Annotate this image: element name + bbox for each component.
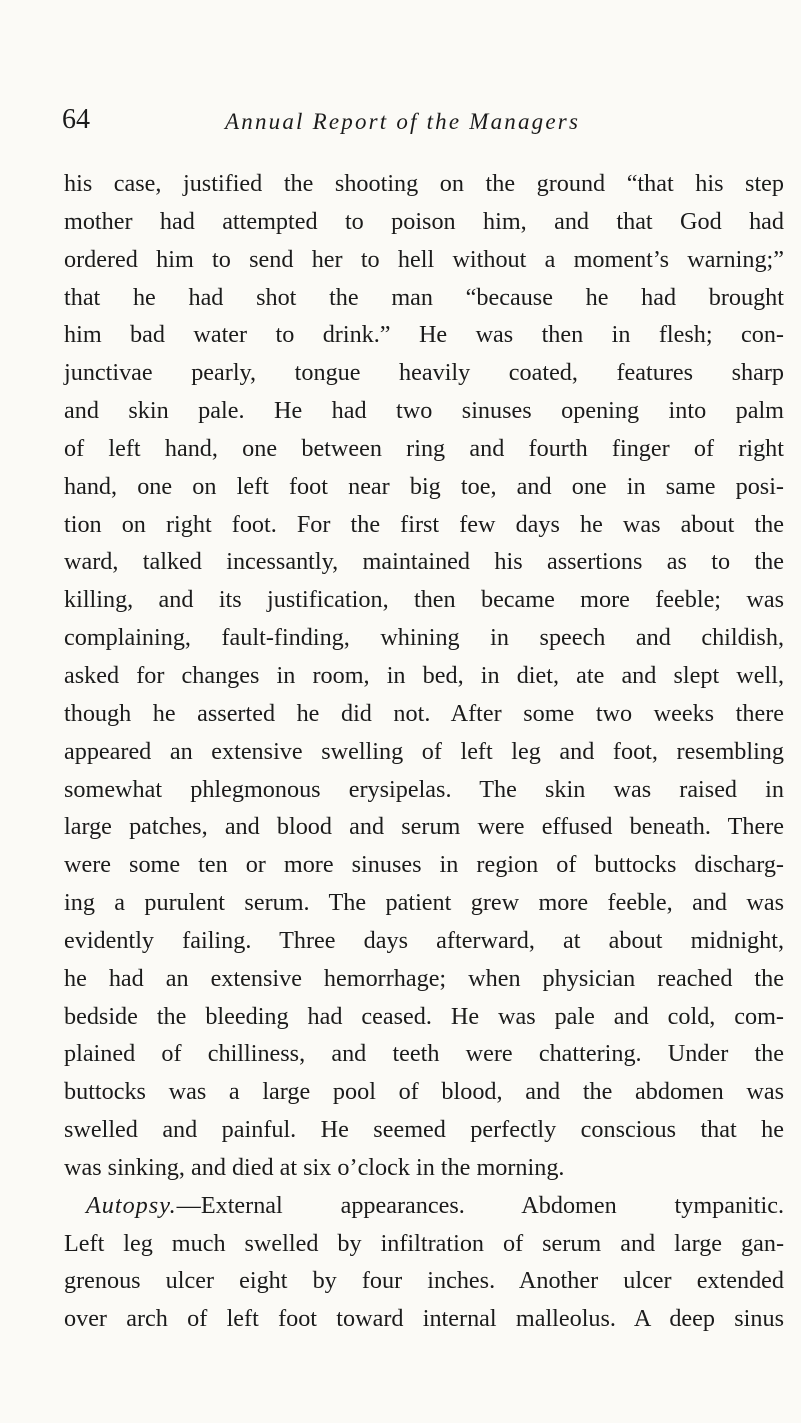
text-line: that he had shot the man “because he had brought bbox=[64, 283, 784, 311]
text-line: and skin pale. He had two sinuses opening into palm bbox=[64, 397, 784, 425]
text-line: was sinking, and died at six o’clock in the morning. bbox=[64, 1153, 565, 1181]
text-line: swelled and painful. He seemed perfectly conscious that he bbox=[64, 1116, 784, 1144]
text-line: were some ten or more sinuses in region of buttocks discharg- bbox=[64, 851, 784, 879]
text-line: plained of chilliness, and teeth were chattering. Under the bbox=[64, 1040, 784, 1068]
text-line: buttocks was a large pool of blood, and the abdomen was bbox=[64, 1078, 784, 1106]
text-line: grenous ulcer eight by four inches. Another ulcer extended bbox=[64, 1267, 784, 1295]
text-line: ing a purulent serum. The patient grew more feeble, and was bbox=[64, 889, 784, 917]
text-line: bedside the bleeding had ceased. He was pale and cold, com- bbox=[64, 1002, 784, 1030]
text-line: of left hand, one between ring and fourth finger of right bbox=[64, 434, 784, 462]
text-line: asked for changes in room, in bed, in diet, ate and slept well, bbox=[64, 661, 784, 689]
text-line: his case, justified the shooting on the ground “that his step bbox=[64, 170, 784, 197]
running-header bbox=[62, 100, 762, 140]
text-line: him bad water to drink.” He was then in flesh; con- bbox=[64, 321, 784, 349]
text-line: hand, one on left foot near big toe, and one in same posi- bbox=[64, 472, 784, 500]
text-line: somewhat phlegmonous erysipelas. The skin was raised in bbox=[64, 775, 784, 803]
text-line: junctivae pearly, tongue heavily coated, features sharp bbox=[64, 359, 784, 387]
autopsy-first-line bbox=[64, 1187, 784, 1225]
text-line: large patches, and blood and serum were effused beneath. There bbox=[64, 813, 784, 841]
body-text bbox=[64, 165, 784, 1338]
text-line: though he asserted he did not. After some two weeks there bbox=[64, 699, 784, 727]
text-line: mother had attempted to poison him, and that God had bbox=[64, 207, 784, 235]
autopsy-label: Autopsy. bbox=[86, 1191, 177, 1219]
text-line: ordered him to send her to hell without a moment’s warning;” bbox=[64, 245, 784, 273]
text-line: tion on right foot. For the first few days he was about the bbox=[64, 510, 784, 538]
page-title: Annual Report of the Managers bbox=[225, 109, 581, 134]
page-number: 64 bbox=[62, 104, 90, 135]
text-line: killing, and its justification, then became more feeble; was bbox=[64, 586, 784, 614]
text-line: evidently failing. Three days afterward, at about midnight, bbox=[64, 926, 784, 954]
text-line: over arch of left foot toward internal malleolus. A deep sinus bbox=[64, 1305, 784, 1333]
text-line: ward, talked incessantly, maintained his assertions as to the bbox=[64, 548, 784, 576]
text-line: he had an extensive hemorrhage; when physician reached the bbox=[64, 964, 784, 992]
text-line: complaining, fault-finding, whining in speech and childish, bbox=[64, 624, 784, 652]
autopsy-first-line-text: —External appearances. Abdomen tympanitic. bbox=[176, 1191, 784, 1219]
text-line: Left leg much swelled by infiltration of serum and large gan- bbox=[64, 1229, 784, 1257]
text-line: appeared an extensive swelling of left leg and foot, resembling bbox=[64, 737, 784, 765]
